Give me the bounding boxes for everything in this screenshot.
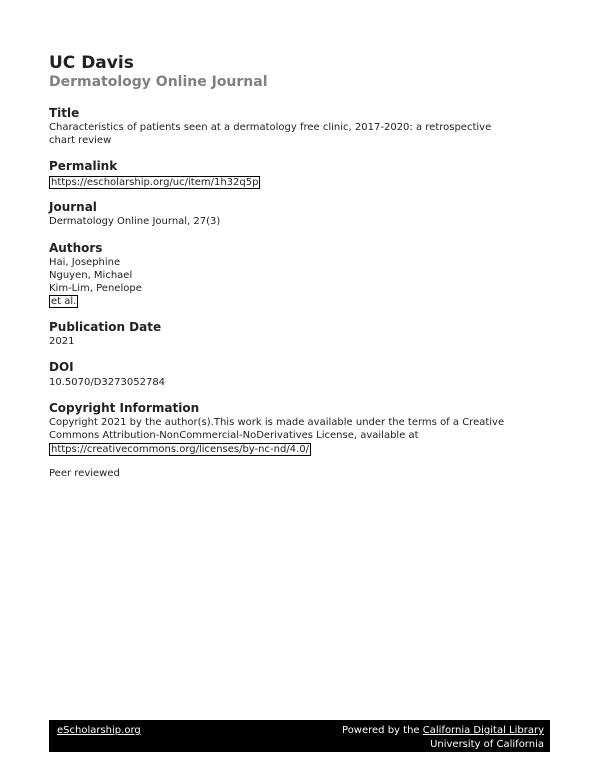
peer-reviewed: Peer reviewed — [49, 468, 120, 479]
title-line-1: Characteristics of patients seen at a dermatology free clinic, 2017-2020: a retrospective — [49, 122, 492, 133]
escholarship-link[interactable]: eScholarship.org — [57, 725, 141, 736]
powered-by — [342, 724, 544, 737]
et-al-link[interactable]: et al. — [51, 296, 77, 307]
copyright-label: Copyright Information — [49, 401, 200, 415]
license-link[interactable]: https://creativecommons.org/licenses/by-nc-nd/4.0/ — [51, 444, 309, 455]
author-name: Hai, Josephine — [49, 257, 121, 268]
journal-value: Dermatology Online Journal, 27(3) — [49, 216, 221, 227]
author-name: Kim-Lim, Penelope — [49, 283, 142, 294]
cdl-link[interactable]: California Digital Library — [422, 725, 544, 736]
title-label: Title — [49, 106, 80, 120]
doi-value: 10.5070/D3273052784 — [49, 377, 166, 388]
journal-label: Journal — [49, 200, 97, 214]
permalink-link[interactable]: https://escholarship.org/uc/item/1h32q5p — [51, 177, 259, 188]
title-line-2: chart review — [49, 135, 112, 146]
pubdate-label: Publication Date — [49, 320, 162, 334]
org-name: UC Davis — [49, 53, 134, 73]
copyright-line-1: Copyright 2021 by the author(s).This work is made available under the terms of a Creative — [49, 417, 505, 428]
permalink-label: Permalink — [49, 159, 118, 173]
pubdate-value: 2021 — [49, 336, 75, 347]
doi-label: DOI — [49, 360, 74, 374]
author-name: Nguyen, Michael — [49, 270, 133, 281]
powered-by-prefix: Powered by the — [342, 725, 423, 736]
journal-heading: Dermatology Online Journal — [49, 74, 268, 90]
footer-bar — [49, 720, 550, 752]
uc-name: University of California — [430, 739, 544, 750]
copyright-line-2: Commons Attribution-NonCommercial-NoDerivatives License, available at — [49, 430, 419, 441]
authors-label: Authors — [49, 241, 103, 255]
